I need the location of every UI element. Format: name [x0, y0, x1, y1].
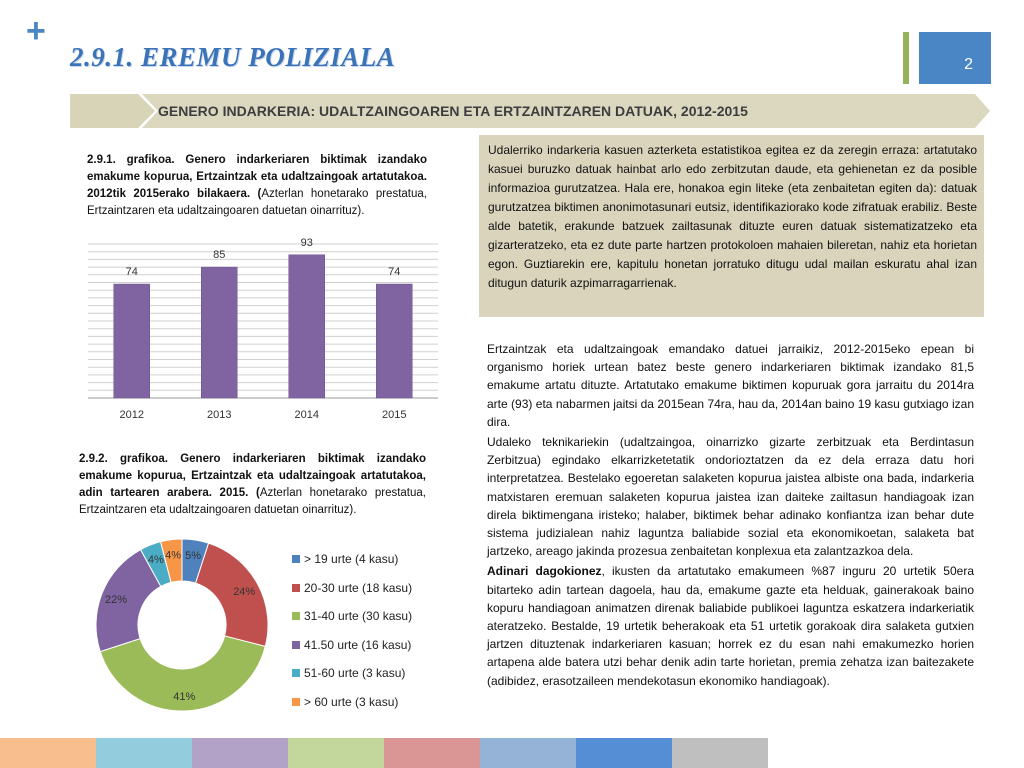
section-banner: [70, 94, 990, 128]
legend-item: [292, 666, 405, 680]
donut-chart-svg: [88, 532, 276, 718]
legend-item: [292, 552, 398, 566]
info-box-text: Udalerriko indarkeria kasuen azterketa estatistikoa egitea ez da zeregin erraza: artatutako kasuei buruzko datuak hainbat arlo edo zerbitzutan daude, eta gehienetan ez da posible informazioa gurutzatzea. Hala ere, honakoa egin liteke (eta zenbaitetan egiten da): datuak gurutzatzea biktimen anonimotasunari eutsiz, identifikaziorako kode zifratuak erabiliz. Beste alde batetik, erakunde batzuek zailtasunak dituzte euren datuak sistematizatzeko eta gizarteratzeko, eta ez dute parte hartzen protokoloen mahaien bileretan, nahiz eta horietan egon. Guztiarekin ere, kapitulu honetan jorratuko ditugu udal mailan eskuratu ahal izan ditugun daturik azpimarragarrienak.: [488, 143, 977, 290]
x-tick-label: 2014: [294, 409, 319, 421]
legend-swatch: [292, 555, 300, 563]
legend-label: > 19 urte (4 kasu): [304, 552, 399, 566]
footer-color-block: [576, 738, 672, 768]
bar-chart: [88, 232, 438, 424]
figure2-caption-source: Azterlan honetarako prestatua, Ertzaintzaren eta udaltzaingoaren datuetan oinarrituz).: [79, 487, 426, 516]
donut-data-label: 24%: [233, 585, 256, 598]
legend-swatch: [292, 698, 300, 706]
footer-color-block: [480, 738, 576, 768]
body-paragraph-1: Ertzaintzak eta udaltzaingoak emandako datuei jarraikiz, 2012-2015eko epean bi organismo horiek urtean batez beste genero indarkeriaren biktimak izandako 81,5 emakume artatu dituzte. Artatutako emakume biktimen kopuruak gora jarraitu du 2014ra arte (93) eta nabarmen jaitsi da 2015ean 74ra, hau da, 2014an baino 19 kasu gutxiago izan dira.: [487, 342, 974, 429]
footer-color-block: [0, 738, 96, 768]
banner-text: GENERO INDARKERIA: UDALTZAINGOAREN ETA ERTZAINTZAREN DATUAK, 2012-2015: [158, 103, 748, 119]
donut-data-label: 41%: [173, 690, 196, 703]
x-tick-label: 2013: [207, 409, 232, 421]
figure1-caption: [87, 152, 427, 220]
legend-item: [292, 638, 411, 652]
legend-label: 51-60 urte (3 kasu): [304, 666, 406, 680]
page-number: 2: [964, 56, 973, 73]
legend-item: [292, 609, 412, 623]
bar-data-label: 74: [388, 266, 401, 279]
bar: [114, 284, 150, 398]
legend-swatch: [292, 669, 300, 677]
legend-item: [292, 695, 398, 709]
figure1-caption-source: Azterlan honetarako prestatua, Ertzaintzaren eta udaltzaingoaren datuetan oinarrituz).: [87, 188, 427, 217]
legend-swatch: [292, 612, 300, 620]
plus-icon: +: [26, 12, 46, 50]
donut-data-label: 4%: [147, 553, 164, 566]
legend-label: 20-30 urte (18 kasu): [304, 580, 413, 595]
body-paragraph-3: [487, 562, 974, 689]
figure2-caption-title: 2.9.2. grafikoa. Genero indarkeriaren biktimak izandako emakume kopurua, Ertzaintzak eta udaltzaingoak artatutakoa, adin tartearen arabera. 2015. (: [79, 453, 426, 499]
footer-color-strip: [0, 738, 768, 768]
legend-label: 41.50 urte (16 kasu): [304, 637, 412, 652]
x-tick-label: 2012: [119, 409, 144, 421]
legend-label: 31-40 urte (30 kasu): [304, 609, 413, 623]
donut-chart: [88, 532, 276, 718]
figure1-caption-title: 2.9.1. grafikoa. Genero indarkeriaren biktimak izandako emakume kopurua, Ertzaintzak eta udaltzaingoak artatutakoa. 2012tik 2015erako bilakaera. (: [87, 154, 427, 200]
donut-slice: [196, 543, 268, 646]
page-title: 2.9.1. EREMU POLIZIALA: [70, 42, 396, 72]
bar-chart-svg: [88, 232, 438, 424]
footer-color-block: [96, 738, 192, 768]
accent-bar: [903, 32, 909, 84]
page-number-box: [919, 32, 991, 84]
legend-label: > 60 urte (3 kasu): [304, 694, 399, 709]
footer-color-block: [672, 738, 768, 768]
body-text: [487, 340, 974, 692]
body-paragraph-3-lead: Adinari dagokionez: [487, 564, 602, 579]
footer-color-block: [288, 738, 384, 768]
figure2-caption: [79, 451, 426, 519]
body-paragraph-3-text: , ikusten da artatutako emakumeen %87 inguru 20 urtetik 50era bitarteko adin tartean dagoela, hau da, emakume gazte eta helduak, gainerakoak baino kopuru handiagoan animatzen direnak baliabide publikoei laguntza eskatzera indarkeriatik ateratzeko. Bestalde, 19 urtetik beherakoak eta 51 urtetik gorakoak dira salaketa gutxien jartzen dituztenak indarkeriaren kasuan; horrek ez du esan nahi emakumezko horien artapena alde batera utzi behar denik adin tarte horietan, premia zehatza izan baitezakete (adibidez, erasotzaileen mendekotasun ekonomiko handiagoak).: [487, 564, 975, 688]
legend-swatch: [292, 584, 300, 592]
footer-color-block: [192, 738, 288, 768]
x-tick-label: 2015: [382, 409, 407, 421]
bar: [289, 255, 325, 398]
donut-data-label: 4%: [165, 549, 182, 562]
donut-data-label: 5%: [185, 549, 202, 562]
donut-data-label: 22%: [104, 593, 128, 606]
body-paragraph-2: Udaleko teknikariekin (udaltzaingoa, oinarrizko gizarte zerbitzuak eta Berdintasun Zerbitzua) egindako elkarrizketetatik ondorioztatzen da ez dela erraza datu hori interpretatzea. Bestelako egoeretan salaketen kopurua jaistea albiste ona bada, indarkeria matxistaren eremuan salaketen kopurua jaistea izan daiteke zailtasun handiagoak izan direla biktimengana iristeko; halaber, biktimek behar adinako konfiantza izan behar dute sistema judizialean nahiz laguntza baliabide sozial eta ekonomikoetan, salaketa bat jartzeko, areago jakinda prozesua zenbaitetan konplexua eta zalantzazkoa dela.: [487, 435, 974, 559]
bar: [201, 267, 237, 398]
legend-swatch: [292, 641, 300, 649]
bar-data-label: 74: [125, 266, 138, 279]
bar: [376, 284, 412, 398]
info-box: [479, 135, 984, 317]
legend-item: [292, 581, 412, 595]
bar-data-label: 93: [300, 236, 313, 249]
bar-data-label: 85: [213, 249, 226, 262]
footer-color-block: [384, 738, 480, 768]
